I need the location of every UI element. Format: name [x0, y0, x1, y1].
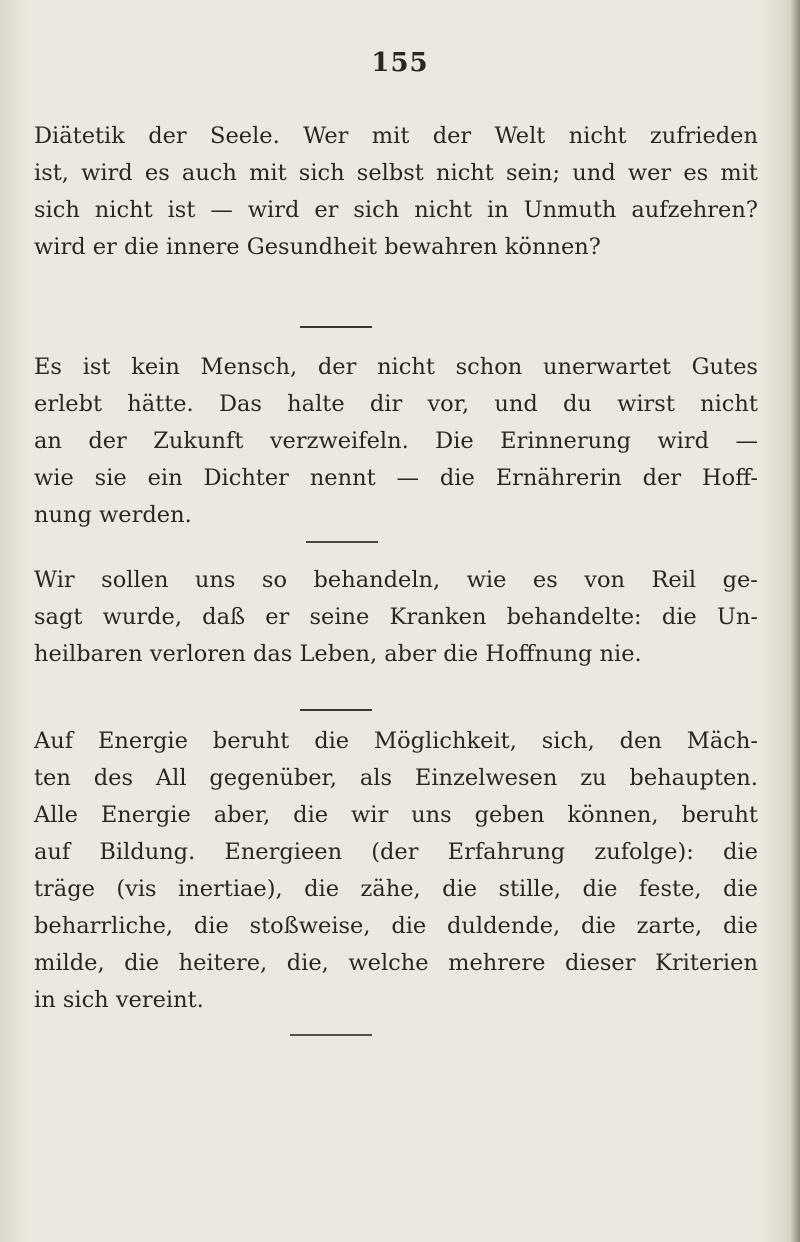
paragraph-line: nung werden.	[34, 502, 192, 528]
section-divider	[290, 1034, 372, 1036]
section-divider	[300, 709, 372, 711]
paragraph-4	[34, 723, 758, 1019]
paragraph-line: milde, die heitere, die, welche mehrere dieser Kriterien	[34, 950, 758, 976]
paragraph-line: beharrliche, die stoßweise, die duldende, die zarte, die	[34, 913, 758, 939]
section-divider	[300, 326, 372, 328]
paragraph-line: ist, wird es auch mit sich selbst nicht sein; und wer es mit	[34, 160, 758, 186]
paragraph-line: ten des All gegenüber, als Einzelwesen zu behaupten.	[34, 765, 758, 791]
paragraph-line: träge (vis inertiae), die zähe, die stille, die feste, die	[34, 876, 758, 902]
paragraph-line: auf Bildung. Energieen (der Erfahrung zufolge): die	[34, 839, 758, 865]
paragraph-line: sagt wurde, daß er seine Kranken behandelte: die Un-	[34, 604, 758, 630]
paragraph-3	[34, 562, 758, 673]
paragraph-line: wie sie ein Dichter nennt — die Ernährerin der Hoff-	[34, 465, 758, 491]
paragraph-line: Wir sollen uns so behandeln, wie es von Reil ge-	[34, 567, 758, 593]
paragraph-line: heilbaren verloren das Leben, aber die Hoffnung nie.	[34, 641, 642, 667]
paragraph-line: sich nicht ist — wird er sich nicht in Unmuth aufzehren?	[34, 197, 758, 223]
paragraph-line: wird er die innere Gesundheit bewahren können?	[34, 234, 601, 260]
paragraph-line: Alle Energie aber, die wir uns geben können, beruht	[34, 802, 758, 828]
paragraph-1	[34, 118, 758, 266]
paragraph-line: Es ist kein Mensch, der nicht schon unerwartet Gutes	[34, 354, 758, 380]
paragraph-line: an der Zukunft verzweifeln. Die Erinnerung wird —	[34, 428, 758, 454]
section-divider	[306, 541, 378, 543]
paragraph-line: in sich vereint.	[34, 987, 204, 1013]
paragraph-line: Diätetik der Seele. Wer mit der Welt nicht zufrieden	[34, 123, 758, 149]
paragraph-2	[34, 349, 758, 534]
page-number: 155	[371, 48, 429, 78]
paragraph-line: erlebt hätte. Das halte dir vor, und du wirst nicht	[34, 391, 758, 417]
paragraph-line: Auf Energie beruht die Möglichkeit, sich, den Mäch-	[34, 728, 758, 754]
